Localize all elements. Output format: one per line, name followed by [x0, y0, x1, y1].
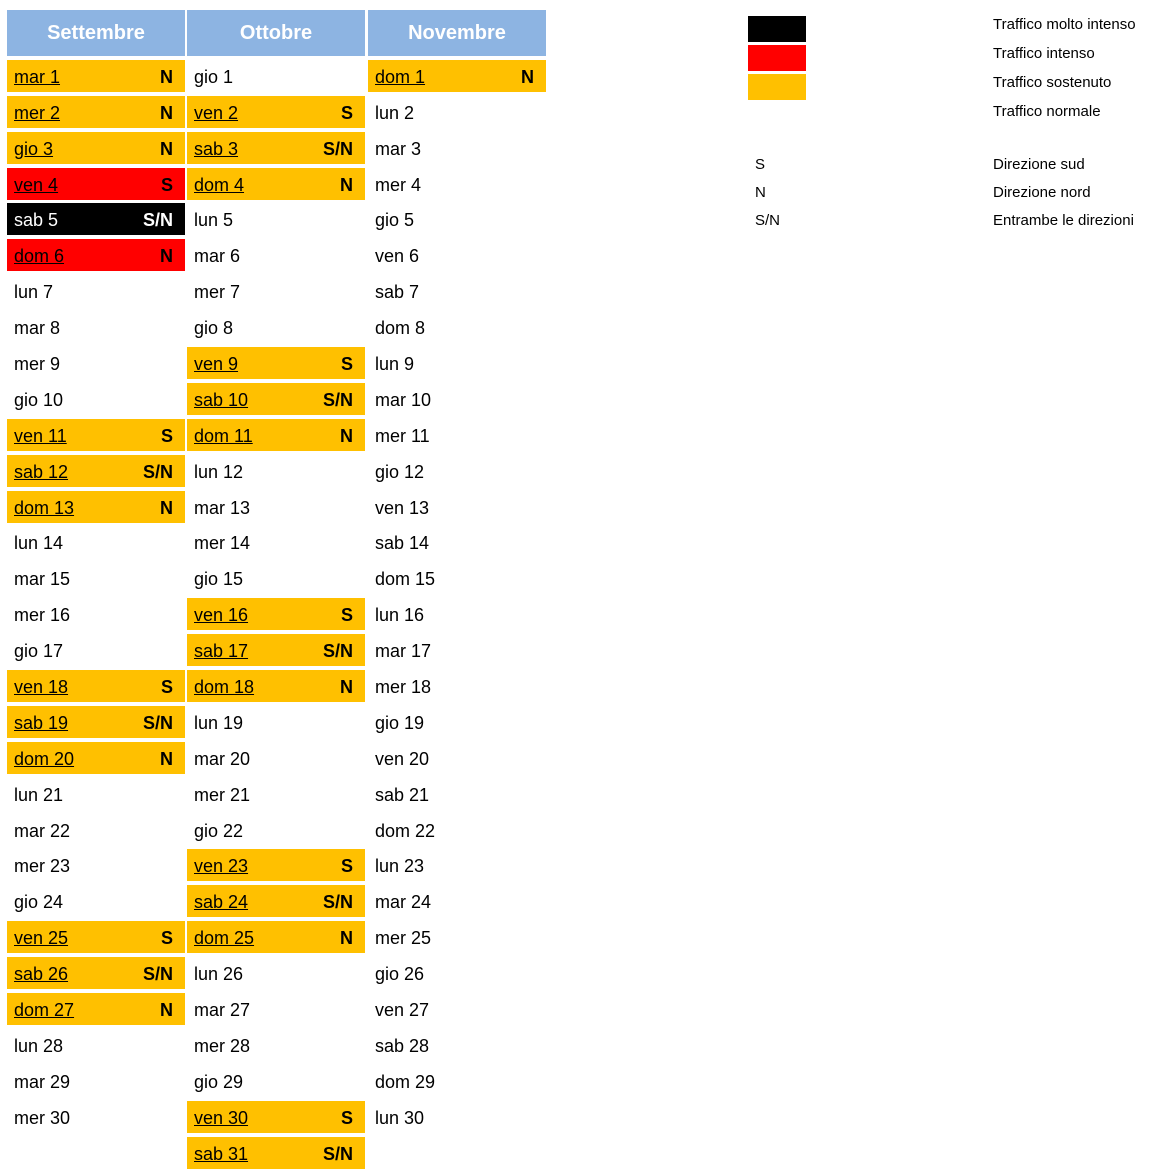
- month-header: Ottobre: [187, 10, 365, 56]
- day-cell: [187, 921, 365, 953]
- day-label: gio 22: [194, 820, 244, 841]
- swatch-molto-intenso: [748, 16, 806, 42]
- day-label: mar 8: [14, 318, 61, 339]
- day-label: lun 30: [375, 1107, 425, 1128]
- day-cell: [368, 383, 546, 415]
- day-cell: [187, 1101, 365, 1133]
- day-label: ven 30: [194, 1107, 249, 1128]
- day-cell: [7, 814, 185, 846]
- day-cell: [7, 1065, 185, 1097]
- traffic-legend: [0, 0, 1168, 260]
- day-label: ven 4: [14, 174, 59, 195]
- day-cell: [368, 921, 546, 953]
- day-label: sab 21: [375, 784, 430, 805]
- day-label: sab 31: [194, 1143, 249, 1164]
- day-cell: [187, 526, 365, 558]
- direction-code: S: [340, 605, 353, 626]
- day-cell: [368, 347, 546, 379]
- day-label: mer 23: [14, 856, 71, 877]
- direction-code: S: [160, 928, 173, 949]
- day-cell: [7, 742, 185, 774]
- day-cell: [187, 993, 365, 1025]
- direction-code: S: [160, 677, 173, 698]
- day-cell: [187, 1065, 365, 1097]
- day-label: mer 7: [194, 282, 241, 303]
- day-cell: [368, 814, 546, 846]
- day-cell: [368, 1065, 546, 1097]
- day-label: ven 23: [194, 856, 249, 877]
- day-label: mar 13: [194, 497, 251, 518]
- day-cell: [7, 634, 185, 666]
- day-cell: [368, 634, 546, 666]
- swatch-sostenuto: [748, 74, 806, 100]
- direction-code: N: [160, 138, 173, 159]
- day-label: mer 16: [14, 605, 71, 626]
- day-label: sab 10: [194, 389, 249, 410]
- day-cell: [368, 419, 546, 451]
- day-label: mer 21: [194, 784, 251, 805]
- day-label: mar 1: [14, 66, 61, 87]
- day-cell: [368, 1101, 546, 1133]
- direction-code: S/N: [322, 641, 353, 662]
- day-label: dom 13: [14, 497, 75, 518]
- day-label: sab 26: [14, 964, 69, 985]
- day-label: mar 27: [194, 1000, 251, 1021]
- day-cell: [368, 1029, 546, 1061]
- day-label: lun 5: [194, 210, 234, 231]
- day-cell: [368, 778, 546, 810]
- day-cell: [368, 849, 546, 881]
- day-label: dom 22: [375, 820, 436, 841]
- day-label: ven 6: [375, 246, 420, 267]
- direction-code: N: [340, 677, 353, 698]
- day-cell: [187, 706, 365, 738]
- day-label: dom 15: [375, 569, 436, 590]
- day-cell: [368, 526, 546, 558]
- day-label: mar 20: [194, 748, 251, 769]
- day-cell: [7, 993, 185, 1025]
- day-label: dom 11: [194, 425, 253, 446]
- day-label: dom 27: [14, 1000, 75, 1021]
- day-cell: [187, 742, 365, 774]
- day-label: mar 24: [375, 892, 432, 913]
- day-cell: [187, 957, 365, 989]
- swatch-intenso: [748, 45, 806, 71]
- legend-sostenuto: Traffico sostenuto: [993, 74, 1112, 91]
- day-label: ven 20: [375, 748, 430, 769]
- day-cell: [7, 455, 185, 487]
- day-cell: [368, 957, 546, 989]
- day-label: lun 12: [194, 461, 244, 482]
- day-cell: [7, 598, 185, 630]
- direction-code: N: [160, 497, 173, 518]
- direction-code: N: [340, 425, 353, 446]
- legend-code-sn: S/N: [755, 212, 781, 229]
- day-cell: [368, 311, 546, 343]
- day-cell: [368, 562, 546, 594]
- direction-code: N: [521, 66, 534, 87]
- legend-normale: Traffico normale: [993, 103, 1101, 120]
- day-label: ven 25: [14, 928, 69, 949]
- month-header: Novembre: [368, 10, 546, 56]
- day-cell: [7, 778, 185, 810]
- day-label: mar 10: [375, 389, 432, 410]
- day-label: lun 7: [14, 282, 54, 303]
- day-cell: [7, 526, 185, 558]
- legend-molto-intenso: Traffico molto intenso: [993, 16, 1136, 33]
- day-label: lun 28: [14, 1035, 64, 1056]
- day-label: sab 14: [375, 533, 430, 554]
- day-label: dom 6: [14, 246, 65, 267]
- day-label: gio 17: [14, 641, 64, 662]
- direction-code: S: [160, 174, 173, 195]
- day-label: gio 26: [375, 964, 425, 985]
- day-cell: [7, 957, 185, 989]
- day-label: lun 23: [375, 856, 425, 877]
- day-label: mar 17: [375, 641, 432, 662]
- day-label: gio 10: [14, 389, 64, 410]
- day-label: ven 18: [14, 677, 69, 698]
- direction-code: N: [340, 928, 353, 949]
- day-cell: [7, 670, 185, 702]
- day-cell: [187, 1137, 365, 1169]
- day-cell: [7, 849, 185, 881]
- day-cell: [7, 921, 185, 953]
- direction-code: N: [160, 66, 173, 87]
- day-label: ven 2: [194, 102, 239, 123]
- legend-code-s: S: [755, 156, 766, 173]
- day-cell: [187, 670, 365, 702]
- day-cell: [7, 1101, 185, 1133]
- direction-code: S/N: [142, 964, 173, 985]
- day-label: sab 12: [14, 461, 69, 482]
- day-cell: [368, 455, 546, 487]
- day-label: lun 26: [194, 964, 244, 985]
- day-cell: [368, 706, 546, 738]
- day-cell: [187, 383, 365, 415]
- day-label: lun 19: [194, 712, 244, 733]
- direction-code: S/N: [322, 389, 353, 410]
- day-label: mer 30: [14, 1107, 71, 1128]
- day-label: mer 4: [375, 174, 422, 195]
- direction-code: S/N: [322, 138, 353, 159]
- day-label: gio 24: [14, 892, 64, 913]
- day-label: mer 2: [14, 102, 61, 123]
- day-label: dom 18: [194, 677, 255, 698]
- day-label: ven 11: [14, 425, 67, 446]
- day-cell: [368, 670, 546, 702]
- direction-code: S: [340, 102, 353, 123]
- direction-code: N: [160, 102, 173, 123]
- day-label: sab 3: [194, 138, 239, 159]
- day-label: ven 9: [194, 354, 239, 375]
- day-label: gio 12: [375, 461, 425, 482]
- day-cell: [368, 275, 546, 307]
- direction-code: S/N: [142, 210, 173, 231]
- day-cell: [368, 742, 546, 774]
- day-label: dom 25: [194, 928, 255, 949]
- day-label: lun 2: [375, 102, 415, 123]
- direction-code: S: [340, 856, 353, 877]
- day-label: mer 11: [375, 425, 430, 446]
- day-cell: [187, 311, 365, 343]
- day-label: gio 1: [194, 66, 234, 87]
- day-label: mer 25: [375, 928, 432, 949]
- day-label: gio 8: [194, 318, 234, 339]
- day-cell: [187, 455, 365, 487]
- day-cell: [187, 1029, 365, 1061]
- legend-code-n: N: [755, 184, 766, 201]
- day-cell: [7, 885, 185, 917]
- day-cell: [7, 491, 185, 523]
- day-label: gio 29: [194, 1071, 244, 1092]
- direction-code: S: [340, 1107, 353, 1128]
- day-label: gio 5: [375, 210, 415, 231]
- direction-code: S/N: [322, 892, 353, 913]
- day-cell: [7, 275, 185, 307]
- day-label: dom 20: [14, 748, 75, 769]
- day-cell: [368, 993, 546, 1025]
- day-label: sab 5: [14, 210, 59, 231]
- day-cell: [187, 562, 365, 594]
- day-label: mar 29: [14, 1071, 71, 1092]
- day-label: mar 22: [14, 820, 71, 841]
- day-cell: [7, 419, 185, 451]
- day-label: mer 9: [14, 354, 61, 375]
- day-cell: [187, 778, 365, 810]
- day-cell: [7, 562, 185, 594]
- day-label: ven 27: [375, 1000, 430, 1021]
- day-label: lun 21: [14, 784, 64, 805]
- legend-direzione-sud: Direzione sud: [993, 156, 1085, 173]
- day-cell: [7, 311, 185, 343]
- day-cell: [187, 849, 365, 881]
- day-label: mer 14: [194, 533, 251, 554]
- direction-code: N: [160, 748, 173, 769]
- day-cell: [7, 383, 185, 415]
- legend-entrambe-direzioni: Entrambe le direzioni: [993, 212, 1134, 229]
- day-label: mar 15: [14, 569, 71, 590]
- day-cell: [187, 885, 365, 917]
- day-label: gio 3: [14, 138, 54, 159]
- day-cell: [187, 275, 365, 307]
- day-label: dom 4: [194, 174, 245, 195]
- day-cell: [7, 1029, 185, 1061]
- direction-code: S/N: [322, 1143, 353, 1164]
- direction-code: N: [160, 1000, 173, 1021]
- day-label: lun 9: [375, 354, 415, 375]
- day-cell: [368, 491, 546, 523]
- day-label: ven 16: [194, 605, 249, 626]
- day-cell: [187, 814, 365, 846]
- day-cell: [187, 347, 365, 379]
- day-label: ven 13: [375, 497, 430, 518]
- day-label: dom 1: [375, 66, 426, 87]
- day-cell: [187, 598, 365, 630]
- day-label: gio 19: [375, 712, 425, 733]
- direction-code: S/N: [142, 712, 173, 733]
- direction-code: N: [340, 174, 353, 195]
- day-label: dom 8: [375, 318, 426, 339]
- day-label: sab 19: [14, 712, 69, 733]
- direction-code: S: [160, 425, 173, 446]
- month-header: Settembre: [7, 10, 185, 56]
- direction-code: N: [160, 246, 173, 267]
- day-cell: [187, 419, 365, 451]
- day-label: sab 17: [194, 641, 249, 662]
- day-cell: [368, 885, 546, 917]
- day-label: gio 15: [194, 569, 244, 590]
- direction-code: S: [340, 354, 353, 375]
- legend-intenso: Traffico intenso: [993, 45, 1095, 62]
- day-label: lun 14: [14, 533, 64, 554]
- day-label: dom 29: [375, 1071, 436, 1092]
- day-cell: [368, 598, 546, 630]
- day-label: sab 24: [194, 892, 249, 913]
- day-label: mar 6: [194, 246, 241, 267]
- day-label: mer 28: [194, 1035, 251, 1056]
- day-label: mer 18: [375, 677, 432, 698]
- legend-direzione-nord: Direzione nord: [993, 184, 1091, 201]
- day-label: lun 16: [375, 605, 425, 626]
- day-cell: [187, 491, 365, 523]
- day-cell: [7, 347, 185, 379]
- day-label: sab 28: [375, 1035, 430, 1056]
- day-label: sab 7: [375, 282, 420, 303]
- day-cell: [187, 634, 365, 666]
- direction-code: S/N: [142, 461, 173, 482]
- day-label: mar 3: [375, 138, 422, 159]
- day-cell: [7, 706, 185, 738]
